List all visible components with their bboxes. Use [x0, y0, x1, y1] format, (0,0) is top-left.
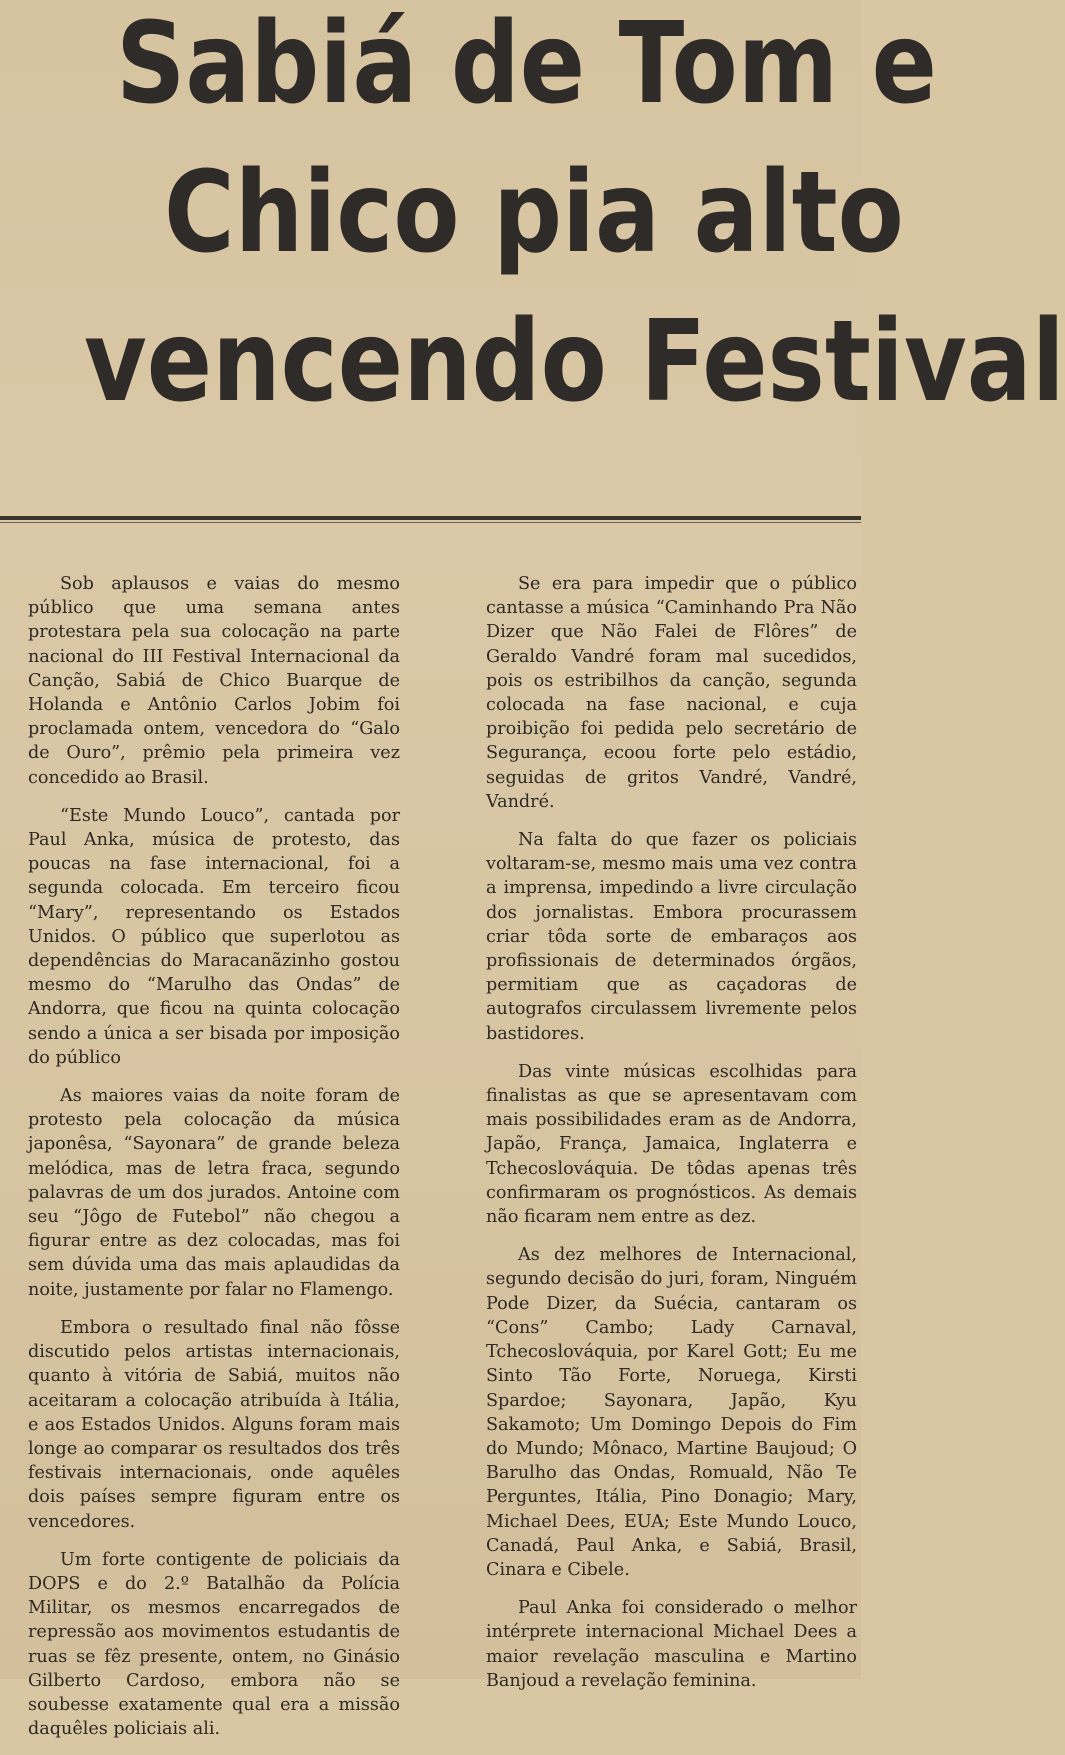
article-paragraph: As maiores vaias da noite foram de protesto pela colocação da música japonêsa, “Sayonara” de grande beleza melódica, mas de letra fraca, segundo palavras de um dos jurados. Antoine com seu “Jôgo de Futebol” não chegou a figurar entre as dez colocadas, mas foi sem dúvida uma das mais aplaudidas da noite, justamente por falar no Flamengo. [28, 1086, 400, 1300]
article-paragraph: Um forte contigente de policiais da DOPS e do 2.º Batalhão da Polícia Militar, os mesmos encarregados de repressão aos movimentos estudantis de ruas se fêz presente, ontem, no Ginásio Gilberto Cardoso, embora não se soubesse exatamente qual era a missão daquêles policiais ali. [28, 1549, 400, 1740]
headline [0, 0, 1065, 512]
article-column-right [486, 572, 857, 1707]
article-paragraph: Das vinte músicas escolhidas para finalistas as que se apresentavam com mais possibilidades eram as de Andorra, Japão, França, Jamaica, Inglaterra e Tchecoslováquia. De tôdas apenas três confirmaram os prognósticos. As demais não ficaram nem entre as dez. [486, 1061, 857, 1228]
article-paragraph: “Este Mundo Louco”, cantada por Paul Anka, música de protesto, das poucas na fase internacional, foi a segunda colocada. Em terceiro ficou “Mary”, representando os Estados Unidos. O público que superlotou as dependências do Maracanãzinho gostou mesmo do “Marulho das Ondas” de Andorra, que ficou na quinta colocação sendo a única a ser bisada por imposição do público [28, 805, 400, 1068]
article-paragraph: Sob aplausos e vaias do mesmo público que uma semana antes protestara pela sua colocação na parte nacional do III Festival Internacional da Canção, Sabiá de Chico Buarque de Holanda e Antônio Carlos Jobim foi proclamada ontem, vencedora do “Galo de Ouro”, prêmio pela primeira vez concedido ao Brasil. [28, 574, 400, 788]
headline-divider-thin [0, 522, 861, 523]
headline-line-3: vencendo Festival [84, 297, 1065, 427]
article-paragraph: As dez melhores de Internacional, segundo decisão do juri, foram, Ninguém Pode Dizer, da Suécia, cantaram os “Cons” Cambo; Lady Carnaval, Tchecoslováquia, por Karel Gott; Eu me Sinto Tão Forte, Noruega, Kirsti Spardoe; Sayonara, Japão, Kyu Sakamoto; Um Domingo Depois do Fim do Mundo; Mônaco, Martine Baujoud; O Barulho das Ondas, Romuald, Não Te Perguntes, Itália, Pino Donagio; Mary, Michael Dees, EUA; Este Mundo Louco, Canadá, Paul Anka, e Sabiá, Brasil, Cinara e Cibele. [486, 1245, 857, 1580]
article-paragraph: Paul Anka foi considerado o melhor intérprete internacional Michael Dees a maior revelação masculina e Martino Banjoud a revelação feminina. [486, 1598, 857, 1691]
article-column-left [28, 572, 400, 1755]
article-paragraph: Embora o resultado final não fôsse discutido pelos artistas internacionais, quanto à vitória de Sabiá, muitos não aceitaram a colocação atribuída à Itália, e aos Estados Unidos. Alguns foram mais longe ao comparar os resultados dos três festivais internacionais, onde aquêles dois países sempre figuram entre os vencedores. [28, 1317, 400, 1532]
headline-divider [0, 516, 861, 520]
article-paragraph: Se era para impedir que o público cantasse a música “Caminhando Pra Não Dizer que Não Falei de Flôres” de Geraldo Vandré foram mal sucedidos, pois os estribilhos da canção, segunda colocada na fase nacional, e cuja proibição foi pedida pelo secretário de Segurança, ecoou forte pelo estádio, seguidas de gritos Vandré, Vandré, Vandré. [486, 574, 857, 812]
article-paragraph: Na falta do que fazer os policiais voltaram-se, mesmo mais uma vez contra a imprensa, impedindo a livre circulação dos jornalistas. Embora procurassem criar tôda sorte de embaraços aos profissionais de determinados órgãos, permitiam que as caçadoras de autografos circulassem livremente pelos bastidores. [486, 830, 857, 1044]
headline-line-2: Chico pia alto [164, 148, 904, 278]
headline-line-1: Sabiá de Tom e [116, 0, 937, 129]
